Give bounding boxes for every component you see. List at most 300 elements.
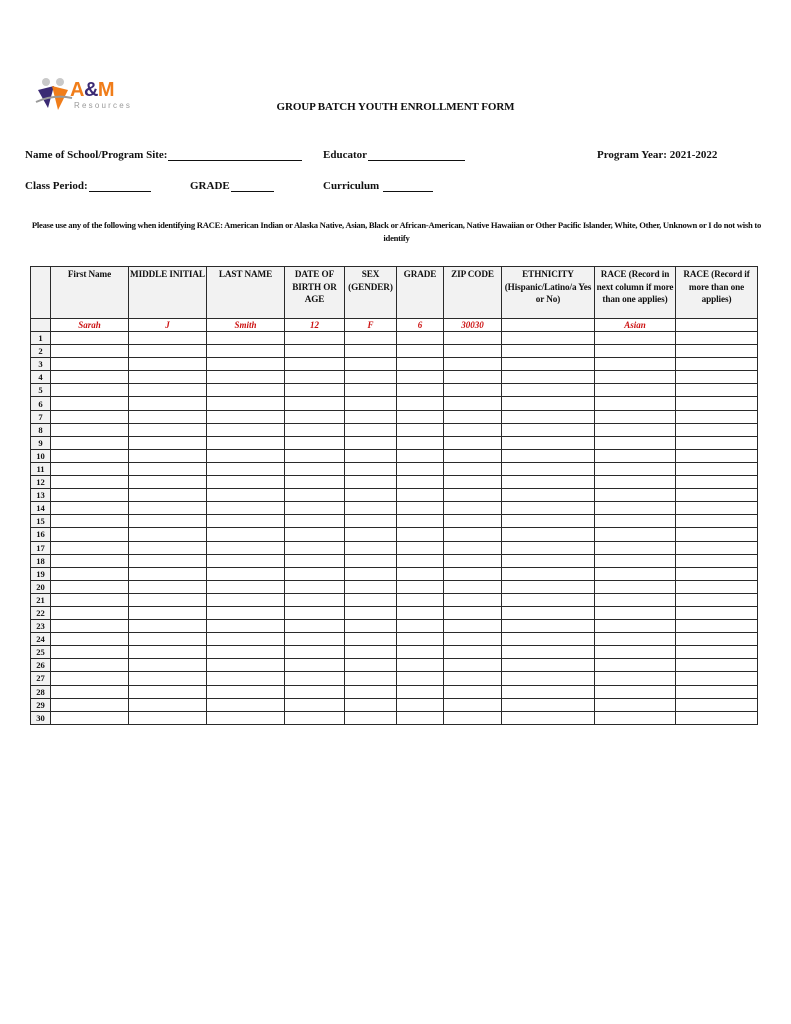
race-1-cell[interactable] <box>595 541 676 554</box>
last-name-cell[interactable] <box>207 580 285 593</box>
ethnicity-cell[interactable] <box>502 423 595 436</box>
curriculum-input[interactable] <box>383 180 433 192</box>
dob-age-cell[interactable] <box>285 685 345 698</box>
ethnicity-cell[interactable] <box>502 711 595 724</box>
grade-cell[interactable] <box>397 593 444 606</box>
first-name-cell[interactable] <box>51 410 129 423</box>
ethnicity-cell[interactable] <box>502 659 595 672</box>
last-name-cell[interactable] <box>207 462 285 475</box>
dob-age-cell[interactable] <box>285 606 345 619</box>
race-1-cell[interactable] <box>595 620 676 633</box>
middle-initial-cell[interactable] <box>129 659 207 672</box>
last-name-cell[interactable] <box>207 633 285 646</box>
grade-cell[interactable] <box>397 659 444 672</box>
last-name-cell[interactable] <box>207 345 285 358</box>
ethnicity-cell[interactable] <box>502 384 595 397</box>
race-2-cell[interactable] <box>676 711 758 724</box>
race-2-cell[interactable] <box>676 462 758 475</box>
dob-age-cell[interactable] <box>285 528 345 541</box>
race-2-cell[interactable] <box>676 685 758 698</box>
last-name-cell[interactable] <box>207 371 285 384</box>
ethnicity-cell[interactable] <box>502 332 595 345</box>
first-name-cell[interactable] <box>51 502 129 515</box>
dob-age-cell[interactable] <box>285 515 345 528</box>
race-1-cell[interactable] <box>595 502 676 515</box>
race-1-cell[interactable] <box>595 633 676 646</box>
sex-cell[interactable] <box>345 476 397 489</box>
sex-cell[interactable] <box>345 685 397 698</box>
race-2-cell[interactable] <box>676 371 758 384</box>
first-name-cell[interactable] <box>51 633 129 646</box>
dob-age-cell[interactable] <box>285 633 345 646</box>
race-1-cell[interactable] <box>595 646 676 659</box>
dob-age-cell[interactable] <box>285 593 345 606</box>
race-1-cell[interactable] <box>595 554 676 567</box>
dob-age-cell[interactable] <box>285 567 345 580</box>
first-name-cell[interactable] <box>51 554 129 567</box>
first-name-cell[interactable] <box>51 698 129 711</box>
middle-initial-cell[interactable] <box>129 397 207 410</box>
ethnicity-cell[interactable] <box>502 397 595 410</box>
first-name-cell[interactable] <box>51 685 129 698</box>
grade-cell[interactable] <box>397 423 444 436</box>
middle-initial-cell[interactable] <box>129 423 207 436</box>
ethnicity-cell[interactable] <box>502 606 595 619</box>
dob-age-cell[interactable] <box>285 554 345 567</box>
sex-cell[interactable] <box>345 358 397 371</box>
first-name-cell[interactable] <box>51 606 129 619</box>
middle-initial-cell[interactable] <box>129 332 207 345</box>
last-name-cell[interactable] <box>207 528 285 541</box>
ethnicity-cell[interactable] <box>502 554 595 567</box>
sex-cell[interactable] <box>345 659 397 672</box>
race-1-cell[interactable] <box>595 423 676 436</box>
middle-initial-cell[interactable] <box>129 502 207 515</box>
dob-age-cell[interactable] <box>285 698 345 711</box>
middle-initial-cell[interactable] <box>129 672 207 685</box>
zip-cell[interactable] <box>444 541 502 554</box>
grade-cell[interactable] <box>397 711 444 724</box>
zip-cell[interactable] <box>444 620 502 633</box>
zip-cell[interactable] <box>444 659 502 672</box>
dob-age-cell[interactable] <box>285 423 345 436</box>
zip-cell[interactable] <box>444 711 502 724</box>
grade-cell[interactable] <box>397 580 444 593</box>
ethnicity-cell[interactable] <box>502 476 595 489</box>
race-1-cell[interactable] <box>595 436 676 449</box>
ethnicity-cell[interactable] <box>502 515 595 528</box>
race-2-cell[interactable] <box>676 515 758 528</box>
sex-cell[interactable] <box>345 332 397 345</box>
race-1-cell[interactable] <box>595 384 676 397</box>
sex-cell[interactable] <box>345 502 397 515</box>
race-2-cell[interactable] <box>676 580 758 593</box>
sex-cell[interactable] <box>345 593 397 606</box>
race-2-cell[interactable] <box>676 672 758 685</box>
first-name-cell[interactable] <box>51 462 129 475</box>
first-name-cell[interactable] <box>51 711 129 724</box>
race-2-cell[interactable] <box>676 502 758 515</box>
ethnicity-cell[interactable] <box>502 462 595 475</box>
last-name-cell[interactable] <box>207 502 285 515</box>
middle-initial-cell[interactable] <box>129 345 207 358</box>
last-name-cell[interactable] <box>207 489 285 502</box>
dob-age-cell[interactable] <box>285 410 345 423</box>
educator-input[interactable] <box>368 149 465 161</box>
first-name-cell[interactable] <box>51 541 129 554</box>
sex-cell[interactable] <box>345 646 397 659</box>
first-name-cell[interactable] <box>51 397 129 410</box>
race-2-cell[interactable] <box>676 345 758 358</box>
middle-initial-cell[interactable] <box>129 646 207 659</box>
race-1-cell[interactable] <box>595 397 676 410</box>
race-1-cell[interactable] <box>595 476 676 489</box>
zip-cell[interactable] <box>444 489 502 502</box>
sex-cell[interactable] <box>345 698 397 711</box>
sex-cell[interactable] <box>345 567 397 580</box>
zip-cell[interactable] <box>444 462 502 475</box>
sex-cell[interactable] <box>345 606 397 619</box>
zip-cell[interactable] <box>444 423 502 436</box>
last-name-cell[interactable] <box>207 384 285 397</box>
dob-age-cell[interactable] <box>285 332 345 345</box>
race-1-cell[interactable] <box>595 449 676 462</box>
race-2-cell[interactable] <box>676 593 758 606</box>
dob-age-cell[interactable] <box>285 345 345 358</box>
race-2-cell[interactable] <box>676 436 758 449</box>
race-2-cell[interactable] <box>676 332 758 345</box>
grade-cell[interactable] <box>397 567 444 580</box>
last-name-cell[interactable] <box>207 410 285 423</box>
race-2-cell[interactable] <box>676 698 758 711</box>
middle-initial-cell[interactable] <box>129 580 207 593</box>
first-name-cell[interactable] <box>51 332 129 345</box>
sex-cell[interactable] <box>345 541 397 554</box>
grade-cell[interactable] <box>397 384 444 397</box>
race-1-cell[interactable] <box>595 580 676 593</box>
grade-cell[interactable] <box>397 462 444 475</box>
zip-cell[interactable] <box>444 672 502 685</box>
race-1-cell[interactable] <box>595 462 676 475</box>
ethnicity-cell[interactable] <box>502 633 595 646</box>
dob-age-cell[interactable] <box>285 462 345 475</box>
ethnicity-cell[interactable] <box>502 685 595 698</box>
grade-cell[interactable] <box>397 449 444 462</box>
grade-cell[interactable] <box>397 476 444 489</box>
ethnicity-cell[interactable] <box>502 646 595 659</box>
zip-cell[interactable] <box>444 580 502 593</box>
first-name-cell[interactable] <box>51 620 129 633</box>
race-2-cell[interactable] <box>676 633 758 646</box>
first-name-cell[interactable] <box>51 672 129 685</box>
last-name-cell[interactable] <box>207 515 285 528</box>
sex-cell[interactable] <box>345 580 397 593</box>
middle-initial-cell[interactable] <box>129 476 207 489</box>
grade-cell[interactable] <box>397 358 444 371</box>
sex-cell[interactable] <box>345 462 397 475</box>
sex-cell[interactable] <box>345 371 397 384</box>
sex-cell[interactable] <box>345 633 397 646</box>
ethnicity-cell[interactable] <box>502 567 595 580</box>
middle-initial-cell[interactable] <box>129 541 207 554</box>
race-1-cell[interactable] <box>595 515 676 528</box>
race-1-cell[interactable] <box>595 698 676 711</box>
dob-age-cell[interactable] <box>285 358 345 371</box>
last-name-cell[interactable] <box>207 449 285 462</box>
last-name-cell[interactable] <box>207 476 285 489</box>
grade-cell[interactable] <box>397 515 444 528</box>
ethnicity-cell[interactable] <box>502 620 595 633</box>
sex-cell[interactable] <box>345 515 397 528</box>
zip-cell[interactable] <box>444 410 502 423</box>
ethnicity-cell[interactable] <box>502 541 595 554</box>
grade-input[interactable] <box>231 180 274 192</box>
race-2-cell[interactable] <box>676 358 758 371</box>
zip-cell[interactable] <box>444 332 502 345</box>
race-1-cell[interactable] <box>595 358 676 371</box>
middle-initial-cell[interactable] <box>129 358 207 371</box>
race-2-cell[interactable] <box>676 554 758 567</box>
zip-cell[interactable] <box>444 606 502 619</box>
grade-cell[interactable] <box>397 541 444 554</box>
race-1-cell[interactable] <box>595 593 676 606</box>
zip-cell[interactable] <box>444 384 502 397</box>
race-1-cell[interactable] <box>595 606 676 619</box>
ethnicity-cell[interactable] <box>502 449 595 462</box>
first-name-cell[interactable] <box>51 423 129 436</box>
race-2-cell[interactable] <box>676 659 758 672</box>
dob-age-cell[interactable] <box>285 672 345 685</box>
dob-age-cell[interactable] <box>285 620 345 633</box>
dob-age-cell[interactable] <box>285 371 345 384</box>
ethnicity-cell[interactable] <box>502 410 595 423</box>
middle-initial-cell[interactable] <box>129 515 207 528</box>
zip-cell[interactable] <box>444 345 502 358</box>
first-name-cell[interactable] <box>51 358 129 371</box>
last-name-cell[interactable] <box>207 698 285 711</box>
race-2-cell[interactable] <box>676 620 758 633</box>
grade-cell[interactable] <box>397 685 444 698</box>
sex-cell[interactable] <box>345 528 397 541</box>
grade-cell[interactable] <box>397 436 444 449</box>
zip-cell[interactable] <box>444 358 502 371</box>
middle-initial-cell[interactable] <box>129 620 207 633</box>
zip-cell[interactable] <box>444 593 502 606</box>
sex-cell[interactable] <box>345 489 397 502</box>
zip-cell[interactable] <box>444 646 502 659</box>
zip-cell[interactable] <box>444 397 502 410</box>
race-2-cell[interactable] <box>676 449 758 462</box>
zip-cell[interactable] <box>444 633 502 646</box>
grade-cell[interactable] <box>397 606 444 619</box>
grade-cell[interactable] <box>397 502 444 515</box>
middle-initial-cell[interactable] <box>129 633 207 646</box>
first-name-cell[interactable] <box>51 489 129 502</box>
first-name-cell[interactable] <box>51 515 129 528</box>
ethnicity-cell[interactable] <box>502 345 595 358</box>
grade-cell[interactable] <box>397 528 444 541</box>
zip-cell[interactable] <box>444 502 502 515</box>
ethnicity-cell[interactable] <box>502 580 595 593</box>
zip-cell[interactable] <box>444 698 502 711</box>
first-name-cell[interactable] <box>51 528 129 541</box>
zip-cell[interactable] <box>444 449 502 462</box>
race-1-cell[interactable] <box>595 371 676 384</box>
race-1-cell[interactable] <box>595 685 676 698</box>
zip-cell[interactable] <box>444 476 502 489</box>
first-name-cell[interactable] <box>51 345 129 358</box>
dob-age-cell[interactable] <box>285 541 345 554</box>
ethnicity-cell[interactable] <box>502 528 595 541</box>
dob-age-cell[interactable] <box>285 659 345 672</box>
ethnicity-cell[interactable] <box>502 371 595 384</box>
last-name-cell[interactable] <box>207 659 285 672</box>
middle-initial-cell[interactable] <box>129 449 207 462</box>
race-2-cell[interactable] <box>676 541 758 554</box>
zip-cell[interactable] <box>444 685 502 698</box>
middle-initial-cell[interactable] <box>129 685 207 698</box>
dob-age-cell[interactable] <box>285 580 345 593</box>
middle-initial-cell[interactable] <box>129 410 207 423</box>
race-1-cell[interactable] <box>595 332 676 345</box>
first-name-cell[interactable] <box>51 371 129 384</box>
middle-initial-cell[interactable] <box>129 371 207 384</box>
grade-cell[interactable] <box>397 646 444 659</box>
grade-cell[interactable] <box>397 554 444 567</box>
sex-cell[interactable] <box>345 672 397 685</box>
grade-cell[interactable] <box>397 410 444 423</box>
grade-cell[interactable] <box>397 672 444 685</box>
zip-cell[interactable] <box>444 528 502 541</box>
last-name-cell[interactable] <box>207 554 285 567</box>
sex-cell[interactable] <box>345 620 397 633</box>
ethnicity-cell[interactable] <box>502 593 595 606</box>
race-2-cell[interactable] <box>676 528 758 541</box>
race-1-cell[interactable] <box>595 410 676 423</box>
dob-age-cell[interactable] <box>285 449 345 462</box>
middle-initial-cell[interactable] <box>129 489 207 502</box>
zip-cell[interactable] <box>444 436 502 449</box>
dob-age-cell[interactable] <box>285 397 345 410</box>
middle-initial-cell[interactable] <box>129 593 207 606</box>
dob-age-cell[interactable] <box>285 436 345 449</box>
zip-cell[interactable] <box>444 554 502 567</box>
race-2-cell[interactable] <box>676 423 758 436</box>
middle-initial-cell[interactable] <box>129 711 207 724</box>
middle-initial-cell[interactable] <box>129 606 207 619</box>
dob-age-cell[interactable] <box>285 489 345 502</box>
race-1-cell[interactable] <box>595 528 676 541</box>
last-name-cell[interactable] <box>207 436 285 449</box>
grade-cell[interactable] <box>397 633 444 646</box>
first-name-cell[interactable] <box>51 659 129 672</box>
ethnicity-cell[interactable] <box>502 489 595 502</box>
first-name-cell[interactable] <box>51 580 129 593</box>
grade-cell[interactable] <box>397 620 444 633</box>
last-name-cell[interactable] <box>207 332 285 345</box>
grade-cell[interactable] <box>397 371 444 384</box>
zip-cell[interactable] <box>444 515 502 528</box>
class-period-input[interactable] <box>89 180 151 192</box>
race-2-cell[interactable] <box>676 397 758 410</box>
middle-initial-cell[interactable] <box>129 436 207 449</box>
race-1-cell[interactable] <box>595 672 676 685</box>
ethnicity-cell[interactable] <box>502 672 595 685</box>
race-2-cell[interactable] <box>676 410 758 423</box>
last-name-cell[interactable] <box>207 685 285 698</box>
middle-initial-cell[interactable] <box>129 528 207 541</box>
sex-cell[interactable] <box>345 397 397 410</box>
dob-age-cell[interactable] <box>285 646 345 659</box>
ethnicity-cell[interactable] <box>502 358 595 371</box>
last-name-cell[interactable] <box>207 397 285 410</box>
race-2-cell[interactable] <box>676 476 758 489</box>
last-name-cell[interactable] <box>207 358 285 371</box>
last-name-cell[interactable] <box>207 711 285 724</box>
dob-age-cell[interactable] <box>285 384 345 397</box>
last-name-cell[interactable] <box>207 672 285 685</box>
race-2-cell[interactable] <box>676 646 758 659</box>
sex-cell[interactable] <box>345 436 397 449</box>
race-2-cell[interactable] <box>676 567 758 580</box>
first-name-cell[interactable] <box>51 646 129 659</box>
sex-cell[interactable] <box>345 410 397 423</box>
race-2-cell[interactable] <box>676 489 758 502</box>
grade-cell[interactable] <box>397 345 444 358</box>
middle-initial-cell[interactable] <box>129 462 207 475</box>
dob-age-cell[interactable] <box>285 711 345 724</box>
dob-age-cell[interactable] <box>285 502 345 515</box>
sex-cell[interactable] <box>345 384 397 397</box>
race-1-cell[interactable] <box>595 659 676 672</box>
sex-cell[interactable] <box>345 423 397 436</box>
last-name-cell[interactable] <box>207 541 285 554</box>
last-name-cell[interactable] <box>207 606 285 619</box>
middle-initial-cell[interactable] <box>129 698 207 711</box>
middle-initial-cell[interactable] <box>129 554 207 567</box>
grade-cell[interactable] <box>397 489 444 502</box>
first-name-cell[interactable] <box>51 436 129 449</box>
zip-cell[interactable] <box>444 371 502 384</box>
first-name-cell[interactable] <box>51 384 129 397</box>
grade-cell[interactable] <box>397 397 444 410</box>
ethnicity-cell[interactable] <box>502 502 595 515</box>
race-2-cell[interactable] <box>676 384 758 397</box>
middle-initial-cell[interactable] <box>129 567 207 580</box>
last-name-cell[interactable] <box>207 593 285 606</box>
sex-cell[interactable] <box>345 554 397 567</box>
first-name-cell[interactable] <box>51 567 129 580</box>
zip-cell[interactable] <box>444 567 502 580</box>
middle-initial-cell[interactable] <box>129 384 207 397</box>
race-1-cell[interactable] <box>595 711 676 724</box>
ethnicity-cell[interactable] <box>502 698 595 711</box>
last-name-cell[interactable] <box>207 620 285 633</box>
sex-cell[interactable] <box>345 345 397 358</box>
first-name-cell[interactable] <box>51 593 129 606</box>
first-name-cell[interactable] <box>51 476 129 489</box>
ethnicity-cell[interactable] <box>502 436 595 449</box>
last-name-cell[interactable] <box>207 423 285 436</box>
last-name-cell[interactable] <box>207 646 285 659</box>
sex-cell[interactable] <box>345 711 397 724</box>
race-1-cell[interactable] <box>595 567 676 580</box>
last-name-cell[interactable] <box>207 567 285 580</box>
dob-age-cell[interactable] <box>285 476 345 489</box>
grade-cell[interactable] <box>397 698 444 711</box>
race-1-cell[interactable] <box>595 489 676 502</box>
school-site-input[interactable] <box>168 149 302 161</box>
